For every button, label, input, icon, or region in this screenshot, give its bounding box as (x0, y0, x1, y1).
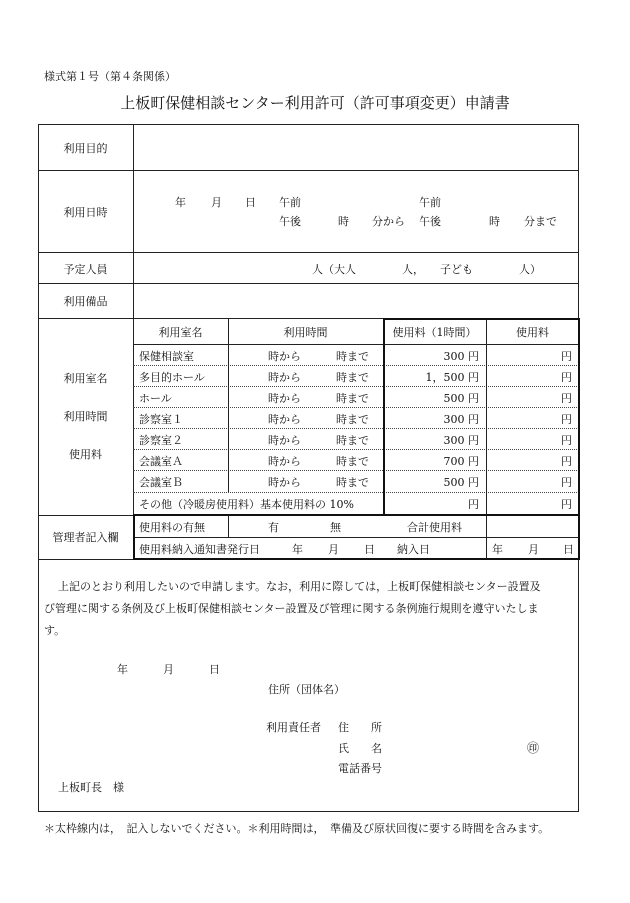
room-fee: 円 (561, 434, 572, 447)
room-fee: 円 (561, 413, 572, 426)
label-equipment: 利用備品 (63, 295, 108, 308)
room-header-time: 利用時間 (283, 326, 328, 339)
footnote: ＊太枠線内は， 記入しないでください。＊利用時間は， 準備及び原状回復に要する時間を含みます。 (44, 822, 550, 835)
page-title: 上板町保健相談センター利用許可（許可事項変更）申請書 (120, 94, 510, 112)
dt-pm-start: 午後 (279, 215, 301, 228)
room-rate: 300 円 (443, 434, 479, 447)
sig-address-group: 住所（団体名） (268, 683, 345, 696)
label-people: 予定人員 (63, 263, 108, 276)
dt-am-start: 午前 (279, 196, 301, 209)
room-from: 時から (268, 350, 301, 363)
room-from: 時から (268, 371, 301, 384)
sig-responsible: 利用責任者 (266, 721, 321, 734)
room-name: 会議室Ｂ (139, 476, 183, 489)
people-child: 人） (519, 263, 541, 276)
room-from: 時から (268, 455, 301, 468)
room-to: 時まで (336, 392, 369, 405)
dt-hour-end: 時 (489, 215, 500, 228)
statement-line-3: す。 (44, 624, 66, 637)
room-fee: 円 (561, 476, 572, 489)
admin-notice-year: 年 (292, 543, 303, 556)
admin-fee-label: 使用料の有無 (139, 521, 205, 534)
room-rate: 500 円 (443, 392, 479, 405)
other-label: その他（冷暖房使用料）基本使用料の 10% (139, 498, 354, 511)
admin-paid-year: 年 (492, 543, 503, 556)
statement-line-2: び管理に関する条例及び上板町保健相談センター設置及び管理に関する条例施行規則を遵守いたしま (44, 602, 539, 615)
room-to: 時まで (336, 350, 369, 363)
people-total: 人（大人 (312, 263, 356, 276)
room-rate: 500 円 (443, 476, 479, 489)
admin-no: 無 (330, 521, 341, 534)
form-number: 様式第１号（第４条関係） (44, 70, 176, 83)
room-name: 会議室Ａ (139, 455, 183, 468)
admin-paid-day: 日 (563, 543, 574, 556)
sig-address: 住 所 (338, 721, 382, 734)
dt-from: 分から (372, 215, 405, 228)
people-adult: 人， (402, 263, 424, 276)
dt-month: 月 (211, 196, 222, 209)
admin-notice-day: 日 (364, 543, 375, 556)
dt-until: 分まで (524, 215, 557, 228)
sig-day: 日 (209, 663, 220, 676)
room-fee: 円 (561, 371, 572, 384)
room-from: 時から (268, 434, 301, 447)
room-name: ホール (139, 392, 172, 405)
room-to: 時まで (336, 413, 369, 426)
room-header-name: 利用室名 (158, 326, 203, 339)
other-rate: 円 (468, 498, 479, 511)
admin-notice-month: 月 (328, 543, 339, 556)
room-name: 診察室２ (139, 434, 183, 447)
room-rate: 300 円 (443, 413, 479, 426)
label-purpose: 利用目的 (63, 142, 108, 155)
room-rate: 1，500 円 (425, 371, 479, 384)
admin-paid-month: 月 (528, 543, 539, 556)
room-rate: 700 円 (443, 455, 479, 468)
admin-notice-label: 使用料納入通知書発行日 (139, 543, 260, 556)
room-rate: 300 円 (443, 350, 479, 363)
dt-pm-end: 午後 (419, 215, 441, 228)
sig-addressee: 上板町長 様 (58, 781, 124, 794)
room-to: 時まで (336, 455, 369, 468)
room-to: 時まで (336, 434, 369, 447)
admin-total-label: 合計使用料 (407, 521, 462, 534)
room-from: 時から (268, 476, 301, 489)
dt-day: 日 (245, 196, 256, 209)
room-to: 時まで (336, 371, 369, 384)
room-fee: 円 (561, 350, 572, 363)
sig-name: 氏 名 (338, 742, 382, 755)
sig-month: 月 (163, 663, 174, 676)
dt-am-end: 午前 (419, 196, 441, 209)
room-to: 時まで (336, 476, 369, 489)
people-child-label: 子ども (440, 263, 473, 276)
label-column-divider (133, 124, 134, 515)
seal-mark: ㊞ (527, 741, 540, 755)
sig-year: 年 (117, 663, 128, 676)
room-name: 保健相談室 (139, 350, 194, 363)
room-fee: 円 (561, 392, 572, 405)
room-name: 診察室１ (139, 413, 183, 426)
admin-paid-label: 納入日 (397, 543, 430, 556)
dt-hour-start: 時 (338, 215, 349, 228)
other-fee: 円 (561, 498, 572, 511)
dt-year: 年 (175, 196, 186, 209)
room-fee: 円 (561, 455, 572, 468)
admin-yes: 有 (268, 521, 279, 534)
sig-phone: 電話番号 (338, 762, 382, 775)
room-from: 時から (268, 392, 301, 405)
room-name: 多目的ホール (139, 371, 205, 384)
room-header-fee: 使用料 (516, 326, 549, 339)
room-from: 時から (268, 413, 301, 426)
label-datetime: 利用日時 (63, 206, 108, 219)
label-room-fee: 使用料 (69, 448, 102, 461)
room-header-rate: 使用料（1時間） (392, 326, 477, 339)
label-room-name: 利用室名 (63, 372, 108, 385)
label-admin: 管理者記入欄 (52, 531, 119, 544)
statement-line-1: 上記のとおり利用したいので申請します。なお，利用に際しては，上板町保健相談センター設置及 (58, 580, 541, 593)
label-room-time: 利用時間 (63, 410, 108, 423)
